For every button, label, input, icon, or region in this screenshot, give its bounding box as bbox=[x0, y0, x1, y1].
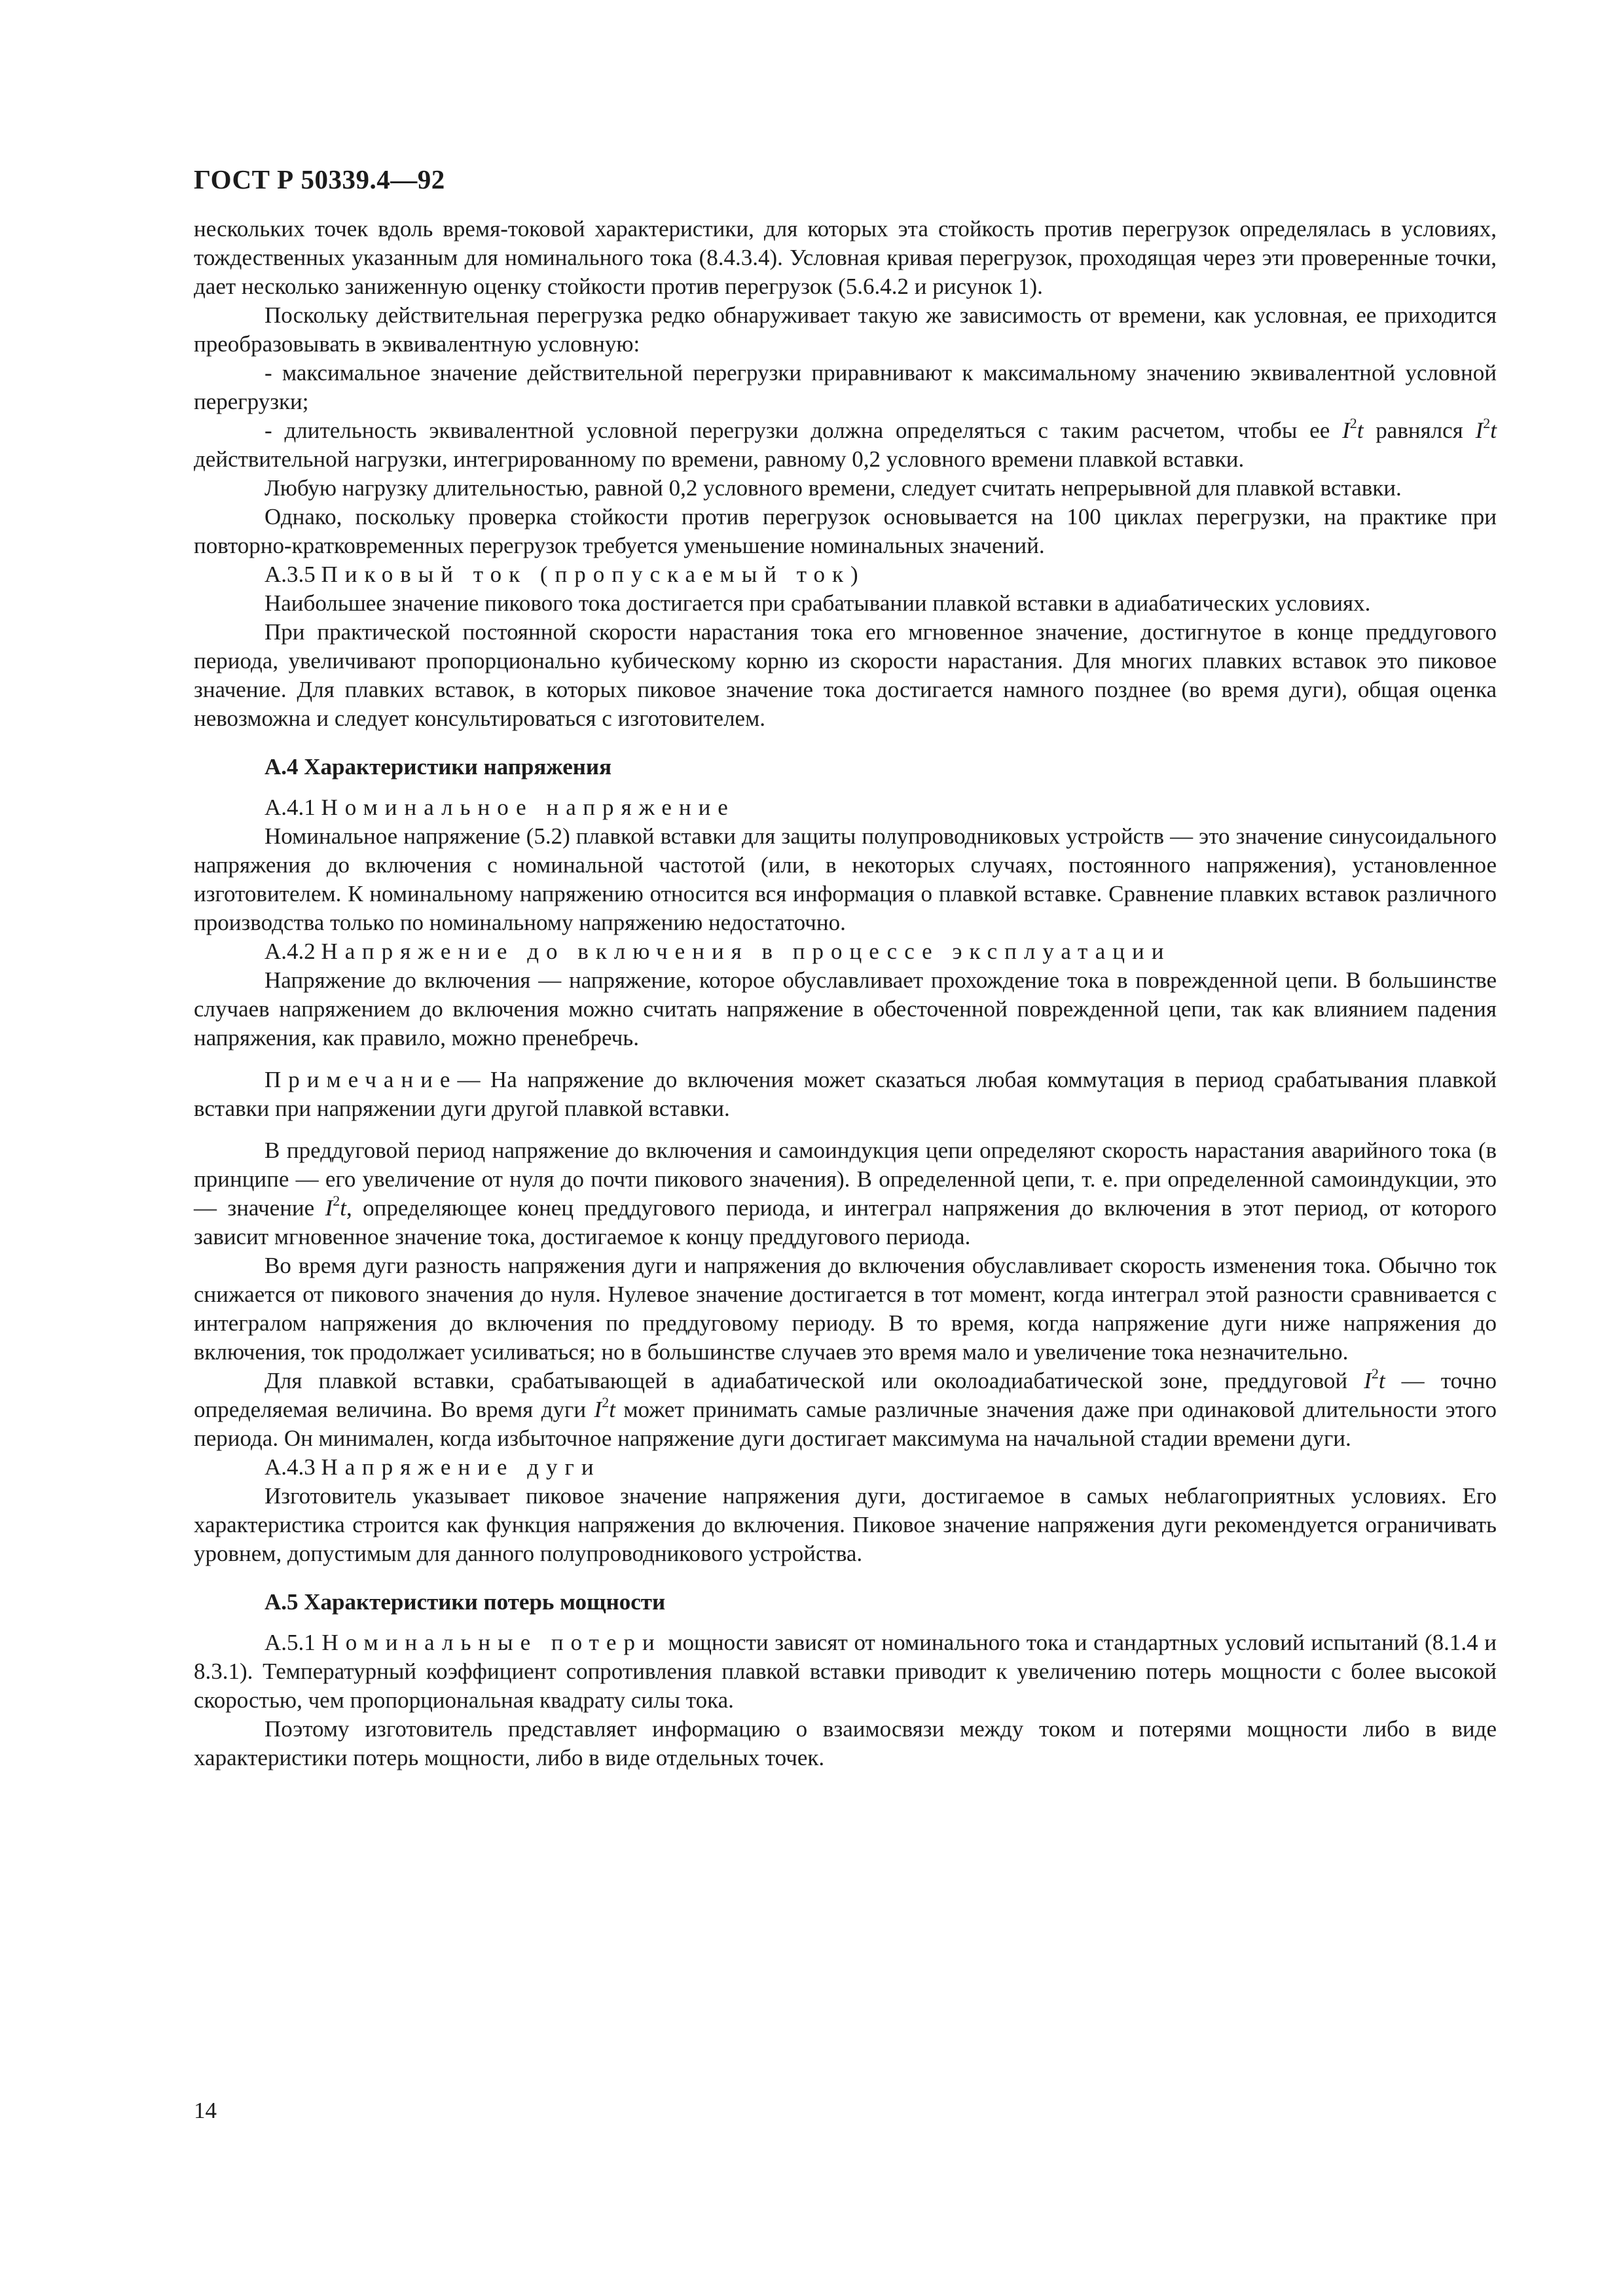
text-run: А.4.1 bbox=[264, 795, 321, 820]
paragraph bbox=[194, 937, 1497, 966]
paragraph bbox=[194, 618, 1497, 733]
text-run: Номинальное напряжение (5.2) плавкой вставки для защиты полупроводниковых устройств — это значение синусоидального напряжения до включения с номинальной частотой (или, в некоторых случаях, постоянного напряжения), установленное изготовителем. К номинальному напряжению относится вся информация о плавкой вставке. Сравнение плавких вставок различного производства только по номинальному напряжению недостаточно. bbox=[194, 823, 1497, 935]
text-run: t bbox=[1490, 418, 1497, 443]
text-run: нескольких точек вдоль время-токовой характеристики, для которых эта стойкость против перегрузок определялась в условиях, тождественных указанным для номинального тока (8.4.3.4). Условная кривая перегрузок, проходящая через эти проверенные точки, дает несколько заниженную оценку стойкости против перегрузок (5.6.4.2 и рисунок 1). bbox=[194, 216, 1497, 299]
text-run: Изготовитель указывает пиковое значение напряжения дуги, достигаемое в самых неблагоприятных условиях. Его характеристика строится как функция напряжения до включения. Пиковое значение напряжения дуги рекомендуется ограничивать уровнем, допустимым для данного полупроводникового устройства. bbox=[194, 1483, 1497, 1566]
document-page bbox=[194, 164, 1497, 1772]
text-run: А.5 Характеристики потерь мощности bbox=[264, 1589, 666, 1615]
text-run: I bbox=[1364, 1368, 1372, 1393]
text-run: Напряжение до включения в процессе эксплуатации bbox=[321, 939, 1171, 964]
text-run: Примечание bbox=[264, 1067, 458, 1092]
text-run: — На напряжение до включения может сказаться любая коммутация в период срабатывания плавкой вставки при напряжении дуги другой плавкой вставки. bbox=[194, 1067, 1497, 1121]
text-run: В преддуговой период напряжение до включения и самоиндукция цепи определяют скорость нарастания аварийного тока (в принципе — его увеличение от нуля до почти пикового значения). В определенной цепи, т. е. при определенной самоиндукции, это — значение bbox=[194, 1138, 1497, 1221]
paragraph bbox=[194, 589, 1497, 618]
text-run: А.4.3 bbox=[264, 1454, 321, 1480]
page-number: 14 bbox=[194, 2098, 217, 2123]
text-run: Однако, поскольку проверка стойкости против перегрузок основывается на 100 циклах перегрузки, на практике при повторно-кратковременных перегрузок требуется уменьшение номинальных значений. bbox=[194, 504, 1497, 558]
paragraph bbox=[194, 1628, 1497, 1715]
section-heading bbox=[194, 1588, 1497, 1617]
text-run: А.4.2 bbox=[264, 939, 321, 964]
text-run: Любую нагрузку длительностью, равной 0,2 условного времени, следует считать непрерывной для плавкой вставки. bbox=[264, 475, 1402, 501]
text-run: Наибольшее значение пикового тока достигается при срабатывании плавкой вставки в адиабатических условиях. bbox=[264, 590, 1371, 616]
paragraph bbox=[194, 1367, 1497, 1453]
paragraph bbox=[194, 1066, 1497, 1123]
paragraph bbox=[194, 966, 1497, 1052]
paragraph bbox=[194, 1453, 1497, 1482]
text-run: , определяющее конец преддугового периода, и интеграл напряжения до включения в этот период, от которого зависит мгновенное значение тока, достигаемое к концу преддугового периода. bbox=[194, 1195, 1497, 1249]
text-run: Номинальные потери bbox=[321, 1630, 662, 1655]
section-heading bbox=[194, 753, 1497, 781]
text-run: мощности зависят от номинального тока и стандартных условий испытаний (8.1.4 и 8.3.1). Температурный коэффициент сопротивления плавкой вставки приводит к увеличению потерь мощности с более высокой скоростью, чем пропорциональная квадрату силы тока. bbox=[194, 1630, 1497, 1713]
document-header: ГОСТ Р 50339.4—92 bbox=[194, 164, 445, 194]
paragraph bbox=[194, 560, 1497, 589]
paragraph bbox=[194, 301, 1497, 359]
text-run: может принимать самые различные значения даже при одинаковой длительности этого периода. Он минимален, когда избыточное напряжение дуги достигает максимума на начальной стадии времени дуги. bbox=[194, 1397, 1497, 1451]
text-run: - длительность эквивалентной условной перегрузки должна определяться с таким расчетом, чтобы ее bbox=[264, 418, 1343, 443]
paragraph bbox=[194, 215, 1497, 301]
text-run: I bbox=[1475, 418, 1484, 443]
text-run: Номинальное напряжение bbox=[321, 795, 735, 820]
paragraph bbox=[194, 1715, 1497, 1772]
paragraph bbox=[194, 359, 1497, 416]
text-run: А.5.1 bbox=[264, 1630, 322, 1655]
text-run: 2 bbox=[333, 1193, 340, 1209]
text-run: 2 bbox=[1371, 1365, 1379, 1382]
text-run: 2 bbox=[602, 1394, 610, 1410]
text-run: t bbox=[340, 1195, 346, 1221]
paragraph bbox=[194, 474, 1497, 503]
text-run: I bbox=[594, 1397, 602, 1422]
text-run: При практической постоянной скорости нарастания тока его мгновенное значение, достигнутое в конце преддугового периода, увеличивают пропорционально кубическому корню из скорости нарастания. Для многих плавких вставок это пиковое значение. Для плавких вставок, в которых пиковое значение тока достигается намного позднее (во время дуги), общая оценка невозможна и следует консультироваться с изготовителем. bbox=[194, 619, 1497, 731]
text-run: t bbox=[609, 1397, 615, 1422]
text-run: Поскольку действительная перегрузка редко обнаруживает такую же зависимость от времени, как условная, ее приходится преобразовывать в эквивалентную условную: bbox=[194, 302, 1497, 357]
paragraph bbox=[194, 416, 1497, 474]
text-run: Пиковый ток (пропускаемый ток) bbox=[321, 562, 866, 587]
text-run: Во время дуги разность напряжения дуги и напряжения до включения обуславливает скорость изменения тока. Обычно ток снижается от пикового значения до нуля. Нулевое значение достигается в тот момент, когда интеграл этой разности сравнивается с интегралом напряжения до включения по преддуговому периоду. В то время, когда напряжение дуги ниже напряжения до включения, ток продолжает усиливаться; но в большинстве случаев это время мало и увеличение тока незначительно. bbox=[194, 1253, 1497, 1365]
text-run: - максимальное значение действительной перегрузки приравнивают к максимальному значению эквивалентной условной перегрузки; bbox=[194, 360, 1497, 414]
text-run: А.4 Характеристики напряжения bbox=[264, 754, 612, 780]
text-run: 2 bbox=[1349, 415, 1357, 431]
paragraph bbox=[194, 1482, 1497, 1568]
text-run: I bbox=[1342, 418, 1350, 443]
document-body bbox=[194, 215, 1497, 1772]
text-run: 2 bbox=[1483, 415, 1491, 431]
paragraph bbox=[194, 1251, 1497, 1367]
text-run: t bbox=[1357, 418, 1364, 443]
text-run: Поэтому изготовитель представляет информацию о взаимосвязи между током и потерями мощности либо в виде характеристики потерь мощности, либо в виде отдельных точек. bbox=[194, 1716, 1497, 1770]
text-run: Напряжение до включения — напряжение, которое обуславливает прохождение тока в поврежденной цепи. В большинстве случаев напряжением до включения можно считать напряжение в обесточенной поврежденной цепи, так как влиянием падения напряжения, как правило, можно пренебречь. bbox=[194, 967, 1497, 1050]
paragraph bbox=[194, 822, 1497, 937]
text-run: — точно определяемая величина. Во время дуги bbox=[194, 1368, 1497, 1422]
text-run: I bbox=[325, 1195, 333, 1221]
text-run: t bbox=[1378, 1368, 1385, 1393]
text-run: равнялся bbox=[1363, 418, 1476, 443]
paragraph bbox=[194, 1136, 1497, 1251]
text-run: Напряжение дуги bbox=[321, 1454, 601, 1480]
text-run: Для плавкой вставки, срабатывающей в адиабатической или околоадиабатической зоне, преддуговой bbox=[264, 1368, 1364, 1393]
text-run: действительной нагрузки, интегрированному по времени, равному 0,2 условного времени плавкой вставки. bbox=[194, 446, 1245, 472]
paragraph bbox=[194, 503, 1497, 560]
paragraph bbox=[194, 793, 1497, 822]
text-run: А.3.5 bbox=[264, 562, 321, 587]
